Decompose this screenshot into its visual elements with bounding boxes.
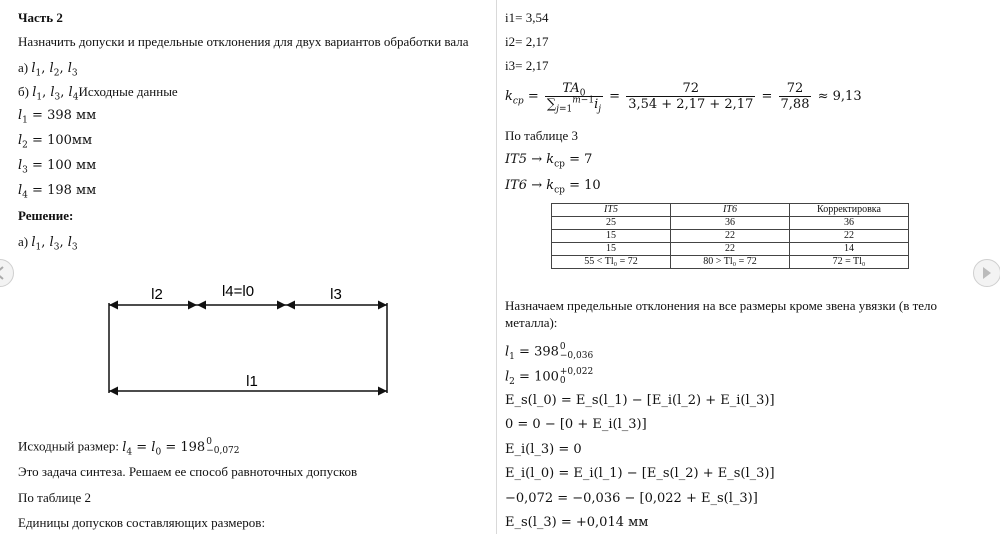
table-cell: 22: [671, 230, 790, 243]
variant-b-prefix: б): [18, 84, 29, 99]
table-cell: 25: [552, 217, 671, 230]
variant-a-line-2: а) $l_1$, $l_3$, $l_3$: [18, 234, 78, 253]
l2-line: $l_2 = 100мм$: [18, 133, 93, 151]
l1-value: = 398 мм: [32, 108, 97, 123]
chevron-left-icon: [0, 266, 6, 280]
table-cell: 22: [790, 230, 909, 243]
assign-text: Назначаем предельные отклонения на все размеры кроме звена увязки (в тело металла):: [505, 298, 938, 330]
table-footer-row: [552, 256, 909, 269]
table-header: IT6: [671, 204, 790, 217]
table-footer-cell: 80 > Tl₀ = 72: [671, 256, 790, 269]
table-header: Корректировка: [790, 204, 909, 217]
table-header: IT5: [552, 204, 671, 217]
initial-size-prefix: Исходный размер:: [18, 438, 119, 454]
eq-l1-lower: −0,036: [559, 351, 594, 361]
variant-b-line: б) $l_1$, $l_3$, $l_4Исходные$ данные: [18, 84, 178, 103]
kcp-lhs-sub: cp: [512, 96, 524, 107]
left-page: [0, 0, 496, 534]
eq3: E_i(l_3) = 0: [505, 442, 582, 457]
initial-size-line: Исходный размер: $l_4 = l_0 = 198$ 0 −0,072: [18, 437, 240, 458]
table-cell: 14: [790, 243, 909, 256]
eq1: E_s(l_0) = E_s(l_1) − [E_i(l_2) + E_i(l_3)]: [505, 393, 775, 408]
it6-value: = 10: [564, 178, 601, 193]
l4-value: = 198 мм: [32, 183, 97, 198]
l3-value: = 100 мм: [32, 158, 97, 173]
l2-value: = 100мм: [32, 133, 93, 148]
eq5: −0,072 = −0,036 − [0,022 + E_s(l_3)]: [505, 491, 758, 506]
table-cell: 36: [790, 217, 909, 230]
solution-heading: Решение:: [18, 208, 74, 223]
frac1-num: TA: [562, 81, 580, 96]
eq6: E_s(l_3) = +0,014 мм: [505, 515, 649, 530]
label-l4: l4=l0: [221, 283, 255, 300]
initial-data-label: Исходные данные: [78, 84, 178, 99]
synthesis-text: Это задача синтеза. Решаем ее способ равноточных допусков: [18, 464, 358, 479]
i3-line: i3= 2,17: [505, 58, 549, 73]
table-cell: 22: [671, 243, 790, 256]
variant-a-line: а) $l_1$, $l_2$, $l_3$: [18, 60, 78, 79]
table-footer-cell: 72 = Tl₀: [790, 256, 909, 269]
variant-a-prefix: а): [18, 60, 29, 75]
l4-line: $l_4 = 198$ мм: [18, 183, 97, 201]
task-text: Назначить допуски и предельные отклонения для двух вариантов обработки вала: [18, 34, 469, 49]
it5-sub: cp: [554, 159, 565, 170]
kcp-fraction-2: [626, 81, 755, 112]
frac3-den: 7,88: [780, 97, 810, 112]
l3-line: $l_3 = 100$ мм: [18, 158, 97, 176]
kcp-fraction-3: [779, 81, 812, 112]
i2-line: i2= 2,17: [505, 34, 549, 49]
initial-size-lower: −0,072: [206, 446, 240, 456]
table-cell: 36: [671, 217, 790, 230]
kcp-fraction-1: $\frac{TA_0}{\sum_{j=1}^{m-1}i_j}$: [546, 81, 602, 115]
kcp-result: ≈ 9,13: [817, 89, 862, 104]
eq2: 0 = 0 − [0 + E_i(l_3)]: [505, 417, 647, 432]
it5-label: IT5 → k: [505, 152, 555, 167]
it6-line: [505, 178, 601, 194]
label-l3: l3: [330, 286, 342, 303]
it6-sub: cp: [554, 185, 565, 196]
frac2-den: 3,54 + 2,17 + 2,17: [628, 97, 754, 112]
part-heading: Часть 2: [18, 10, 63, 25]
correction-table: [551, 203, 909, 269]
l1-line: $l_1 = 398$ мм: [18, 108, 97, 126]
eq-l1: $l_1 = 398$ 0 −0,036: [505, 342, 594, 363]
units-text: Единицы допусков составляющих размеров:: [18, 515, 266, 530]
table-cell: 15: [552, 230, 671, 243]
eq-l2-lower: 0: [559, 376, 566, 386]
frac1-num-sub: 0: [579, 88, 586, 99]
label-l1: l1: [246, 373, 258, 390]
kcp-formula: $k_{cp}$ = $\frac{TA_0}{\sum_{j=1}^{m-1}i_j}$ = $\frac{72}{3,54 + 2,17 + 2,17}$ = $\frac{72}{7,88}$ ≈ 9,13: [505, 81, 862, 115]
table-row: [552, 217, 909, 230]
eq-l2-upper: +0,022: [559, 367, 594, 377]
table-footer-cell: 55 < Tl₀ = 72: [552, 256, 671, 269]
initial-size-upper: 0: [206, 437, 212, 447]
it5-line: [505, 152, 592, 168]
play-right-icon: [981, 266, 993, 280]
table-cell: 15: [552, 243, 671, 256]
frac1-den: ∑: [546, 97, 557, 112]
table-row: [552, 230, 909, 243]
it5-value: = 7: [564, 152, 593, 167]
eq-l2: $l_2 = 100$ +0,022 0: [505, 367, 594, 388]
label-l2: l2: [151, 286, 163, 303]
table-ref-3: По таблице 3: [505, 128, 578, 143]
dimension-chain-diagram: [100, 280, 400, 410]
kcp-lhs: k: [505, 89, 513, 104]
eq-l2-value: = 100: [519, 369, 559, 385]
table-row: [552, 243, 909, 256]
table-header-row: [552, 204, 909, 217]
page-divider: [496, 0, 497, 534]
table-ref-2: По таблице 2: [18, 490, 91, 505]
eq-l1-value: = 398: [519, 344, 559, 360]
eq-l1-upper: 0: [559, 342, 566, 352]
i1-line: i1= 3,54: [505, 10, 549, 25]
frac2-num: 72: [626, 81, 755, 97]
frac3-num: 72: [779, 81, 812, 97]
next-page-button[interactable]: [973, 259, 1000, 287]
eq4: E_i(l_0) = E_i(l_1) − [E_s(l_2) + E_s(l_3)]: [505, 466, 775, 481]
it6-label: IT6 → k: [505, 178, 555, 193]
variant-a-prefix-2: а): [18, 234, 29, 249]
initial-size-value: 198: [180, 439, 206, 455]
